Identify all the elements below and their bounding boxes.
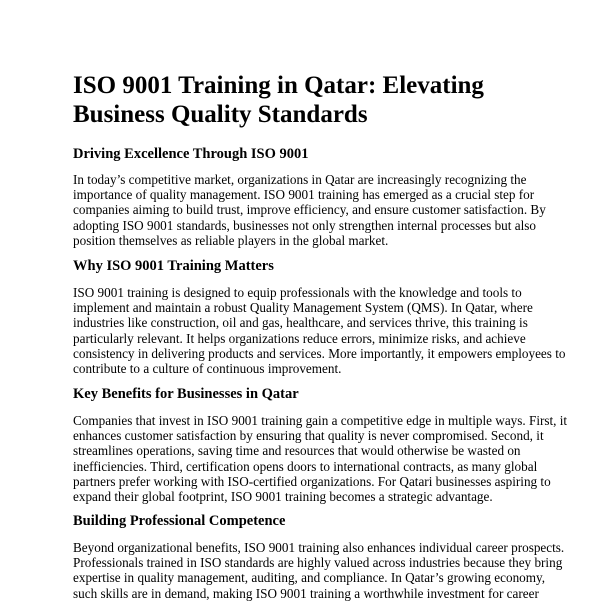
paragraph-line: In today’s competitive market, organizations in Qatar are increasingly recognizing the — [73, 172, 527, 187]
section-paragraph-driving-excellence — [73, 172, 546, 248]
paragraph-line: consistency in delivering products and services. More importantly, it empowers employees to — [73, 345, 566, 361]
section-heading-key-benefits: Key Benefits for Businesses in Qatar — [73, 386, 299, 402]
section-paragraph-why-training-matters — [73, 285, 566, 377]
section-heading-why-training-matters: Why ISO 9001 Training Matters — [73, 258, 274, 274]
paragraph-line: Beyond organizational benefits, ISO 9001 training also enhances individual career prospects. — [73, 540, 565, 555]
paragraph-line: contribute to a culture of continuous improvement. — [73, 361, 342, 377]
paragraph-line: companies aiming to build trust, improve efficiency, and ensure customer satisfaction. By — [73, 202, 546, 218]
paragraph-line: particularly relevant. It helps organizations reduce errors, minimize risks, and achieve — [73, 330, 526, 346]
paragraph-line: partners prefer working with ISO-certified organizations. For Qatari businesses aspiring to — [73, 473, 551, 489]
paragraph-line: Companies that invest in ISO 9001 training gain a competitive edge in multiple ways. First, it — [73, 413, 568, 428]
paragraph-line: expand their global footprint, ISO 9001 training becomes a strategic advantage. — [73, 489, 493, 505]
paragraph-line: Professionals trained in ISO standards are highly valued across industries because they bring — [73, 555, 563, 571]
paragraph-line: position themselves as reliable players in the global market. — [73, 232, 389, 248]
paragraph-line: inefficiencies. Third, certification opens doors to international contracts, as many global — [73, 458, 538, 474]
section-paragraph-professional-competence — [73, 540, 565, 601]
paragraph-line: expertise in quality management, auditing, and compliance. In Qatar’s growing economy, — [73, 570, 546, 586]
paragraph-line: industries like construction, oil and gas, healthcare, and services thrive, this training is — [73, 315, 528, 331]
section-heading-professional-competence: Building Professional Competence — [73, 513, 286, 529]
paragraph-line: streamlines operations, saving time and resources that would otherwise be wasted on — [73, 443, 521, 459]
paragraph-line: importance of quality management. ISO 9001 training has emerged as a crucial step for — [73, 187, 535, 203]
section-heading-driving-excellence: Driving Excellence Through ISO 9001 — [73, 146, 309, 162]
paragraph-line: such skills are in demand, making ISO 9001 training a worthwhile investment for career — [73, 585, 539, 601]
paragraph-line: adopting ISO 9001 standards, businesses not only strengthen internal processes but also — [73, 217, 536, 233]
section-paragraph-key-benefits — [73, 413, 568, 505]
paragraph-line: ISO 9001 training is designed to equip professionals with the knowledge and tools to — [73, 285, 522, 300]
page-title — [73, 71, 533, 129]
paragraph-line: implement and maintain a robust Quality Management System (QMS). In Qatar, where — [73, 300, 533, 316]
title-line: Business Quality Standards — [73, 101, 368, 128]
title-line: ISO 9001 Training in Qatar: Elevating — [73, 72, 484, 99]
paragraph-line: enhances customer satisfaction by ensuring that quality is never compromised. Second, it — [73, 428, 544, 444]
